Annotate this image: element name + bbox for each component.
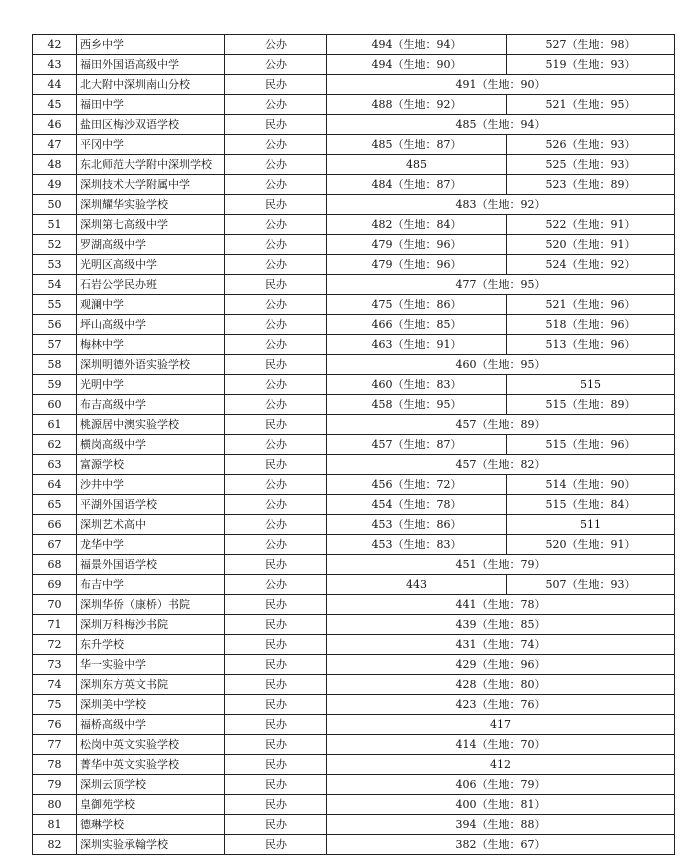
score-cell-a: 456（生地：72）	[327, 475, 507, 495]
table-row	[33, 695, 675, 715]
row-number-cell: 82	[33, 835, 77, 855]
score-cell-b: 525（生地：93）	[507, 155, 675, 175]
school-name-cell: 福田外国语高级中学	[77, 55, 225, 75]
row-number-cell: 81	[33, 815, 77, 835]
table-row	[33, 495, 675, 515]
score-cell-a: 479（生地：96）	[327, 255, 507, 275]
table-row	[33, 35, 675, 55]
row-number-cell: 50	[33, 195, 77, 215]
row-number-cell: 57	[33, 335, 77, 355]
table-row	[33, 295, 675, 315]
school-name-cell: 盐田区梅沙双语学校	[77, 115, 225, 135]
score-cell-b: 523（生地：89）	[507, 175, 675, 195]
row-number-cell: 75	[33, 695, 77, 715]
score-cell-b: 524（生地：92）	[507, 255, 675, 275]
school-type-cell: 民办	[225, 755, 327, 775]
school-name-cell: 德琳学校	[77, 815, 225, 835]
table-body	[33, 35, 675, 855]
school-type-cell: 公办	[225, 495, 327, 515]
score-cell-a: 479（生地：96）	[327, 235, 507, 255]
row-number-cell: 76	[33, 715, 77, 735]
row-number-cell: 64	[33, 475, 77, 495]
school-type-cell: 民办	[225, 355, 327, 375]
score-table-page	[32, 34, 674, 855]
score-cell-b: 522（生地：91）	[507, 215, 675, 235]
school-type-cell: 公办	[225, 535, 327, 555]
merged-score-cell: 428（生地：80）	[327, 675, 675, 695]
score-cell-a: 485	[327, 155, 507, 175]
row-number-cell: 58	[33, 355, 77, 375]
school-name-cell: 松岗中英文实验学校	[77, 735, 225, 755]
school-name-cell: 富源学校	[77, 455, 225, 475]
school-name-cell: 平冈中学	[77, 135, 225, 155]
row-number-cell: 71	[33, 615, 77, 635]
row-number-cell: 74	[33, 675, 77, 695]
school-name-cell: 深圳技术大学附属中学	[77, 175, 225, 195]
school-type-cell: 公办	[225, 295, 327, 315]
row-number-cell: 55	[33, 295, 77, 315]
row-number-cell: 59	[33, 375, 77, 395]
merged-score-cell: 412	[327, 755, 675, 775]
row-number-cell: 42	[33, 35, 77, 55]
merged-score-cell: 406（生地：79）	[327, 775, 675, 795]
merged-score-cell: 457（生地：89）	[327, 415, 675, 435]
table-row	[33, 795, 675, 815]
score-cell-b: 520（生地：91）	[507, 535, 675, 555]
table-row	[33, 755, 675, 775]
table-row	[33, 715, 675, 735]
school-type-cell: 公办	[225, 235, 327, 255]
school-name-cell: 福景外国语学校	[77, 555, 225, 575]
table-row	[33, 775, 675, 795]
score-cell-a: 475（生地：86）	[327, 295, 507, 315]
admission-score-table	[32, 34, 675, 855]
table-row	[33, 435, 675, 455]
school-type-cell: 民办	[225, 695, 327, 715]
school-name-cell: 桃源居中澳实验学校	[77, 415, 225, 435]
row-number-cell: 78	[33, 755, 77, 775]
score-cell-b: 519（生地：93）	[507, 55, 675, 75]
school-name-cell: 西乡中学	[77, 35, 225, 55]
merged-score-cell: 414（生地：70）	[327, 735, 675, 755]
table-row	[33, 135, 675, 155]
table-row	[33, 195, 675, 215]
table-row	[33, 215, 675, 235]
school-name-cell: 深圳美中学校	[77, 695, 225, 715]
table-row	[33, 555, 675, 575]
table-row	[33, 315, 675, 335]
score-cell-b: 520（生地：91）	[507, 235, 675, 255]
school-type-cell: 民办	[225, 675, 327, 695]
score-cell-b: 515（生地：84）	[507, 495, 675, 515]
score-cell-b: 511	[507, 515, 675, 535]
school-type-cell: 公办	[225, 155, 327, 175]
score-cell-b: 527（生地：98）	[507, 35, 675, 55]
score-cell-b: 514（生地：90）	[507, 475, 675, 495]
school-type-cell: 民办	[225, 795, 327, 815]
school-name-cell: 梅林中学	[77, 335, 225, 355]
school-name-cell: 光明中学	[77, 375, 225, 395]
table-row	[33, 375, 675, 395]
school-type-cell: 公办	[225, 515, 327, 535]
score-cell-a: 453（生地：83）	[327, 535, 507, 555]
school-type-cell: 公办	[225, 175, 327, 195]
row-number-cell: 77	[33, 735, 77, 755]
school-name-cell: 福桥高级中学	[77, 715, 225, 735]
school-type-cell: 民办	[225, 555, 327, 575]
row-number-cell: 52	[33, 235, 77, 255]
school-type-cell: 公办	[225, 315, 327, 335]
table-row	[33, 95, 675, 115]
school-name-cell: 布吉中学	[77, 575, 225, 595]
school-name-cell: 平湖外国语学校	[77, 495, 225, 515]
score-cell-a: 485（生地：87）	[327, 135, 507, 155]
merged-score-cell: 485（生地：94）	[327, 115, 675, 135]
row-number-cell: 54	[33, 275, 77, 295]
school-name-cell: 观澜中学	[77, 295, 225, 315]
school-name-cell: 横岗高级中学	[77, 435, 225, 455]
school-type-cell: 公办	[225, 335, 327, 355]
school-name-cell: 深圳耀华实验学校	[77, 195, 225, 215]
score-cell-a: 484（生地：87）	[327, 175, 507, 195]
score-cell-a: 453（生地：86）	[327, 515, 507, 535]
table-row	[33, 675, 675, 695]
merged-score-cell: 423（生地：76）	[327, 695, 675, 715]
merged-score-cell: 431（生地：74）	[327, 635, 675, 655]
school-type-cell: 公办	[225, 135, 327, 155]
row-number-cell: 60	[33, 395, 77, 415]
school-type-cell: 民办	[225, 835, 327, 855]
school-name-cell: 北大附中深圳南山分校	[77, 75, 225, 95]
row-number-cell: 47	[33, 135, 77, 155]
score-cell-a: 494（生地：94）	[327, 35, 507, 55]
score-cell-a: 454（生地：78）	[327, 495, 507, 515]
score-cell-a: 463（生地：91）	[327, 335, 507, 355]
school-name-cell: 罗湖高级中学	[77, 235, 225, 255]
score-cell-a: 460（生地：83）	[327, 375, 507, 395]
merged-score-cell: 491（生地：90）	[327, 75, 675, 95]
table-row	[33, 835, 675, 855]
school-type-cell: 民办	[225, 415, 327, 435]
school-type-cell: 民办	[225, 655, 327, 675]
row-number-cell: 79	[33, 775, 77, 795]
table-row	[33, 415, 675, 435]
row-number-cell: 53	[33, 255, 77, 275]
school-name-cell: 石岩公学民办班	[77, 275, 225, 295]
row-number-cell: 65	[33, 495, 77, 515]
merged-score-cell: 439（生地：85）	[327, 615, 675, 635]
school-type-cell: 民办	[225, 715, 327, 735]
table-row	[33, 575, 675, 595]
score-cell-a: 488（生地：92）	[327, 95, 507, 115]
school-type-cell: 民办	[225, 195, 327, 215]
merged-score-cell: 457（生地：82）	[327, 455, 675, 475]
row-number-cell: 80	[33, 795, 77, 815]
score-cell-a: 443	[327, 575, 507, 595]
table-row	[33, 535, 675, 555]
table-row	[33, 355, 675, 375]
score-cell-a: 466（生地：85）	[327, 315, 507, 335]
row-number-cell: 73	[33, 655, 77, 675]
school-type-cell: 公办	[225, 575, 327, 595]
school-type-cell: 公办	[225, 435, 327, 455]
score-cell-a: 482（生地：84）	[327, 215, 507, 235]
merged-score-cell: 429（生地：96）	[327, 655, 675, 675]
merged-score-cell: 441（生地：78）	[327, 595, 675, 615]
merged-score-cell: 451（生地：79）	[327, 555, 675, 575]
school-name-cell: 光明区高级中学	[77, 255, 225, 275]
table-row	[33, 75, 675, 95]
table-row	[33, 155, 675, 175]
school-name-cell: 深圳第七高级中学	[77, 215, 225, 235]
row-number-cell: 66	[33, 515, 77, 535]
table-row	[33, 455, 675, 475]
row-number-cell: 49	[33, 175, 77, 195]
school-type-cell: 民办	[225, 275, 327, 295]
school-name-cell: 深圳云顶学校	[77, 775, 225, 795]
merged-score-cell: 460（生地：95）	[327, 355, 675, 375]
table-row	[33, 275, 675, 295]
school-name-cell: 深圳东方英文书院	[77, 675, 225, 695]
school-name-cell: 华一实验中学	[77, 655, 225, 675]
school-type-cell: 民办	[225, 75, 327, 95]
table-row	[33, 615, 675, 635]
school-type-cell: 民办	[225, 115, 327, 135]
school-name-cell: 布吉高级中学	[77, 395, 225, 415]
school-type-cell: 公办	[225, 95, 327, 115]
merged-score-cell: 477（生地：95）	[327, 275, 675, 295]
school-type-cell: 公办	[225, 55, 327, 75]
school-name-cell: 深圳万科梅沙书院	[77, 615, 225, 635]
row-number-cell: 56	[33, 315, 77, 335]
school-type-cell: 民办	[225, 615, 327, 635]
score-cell-b: 507（生地：93）	[507, 575, 675, 595]
school-type-cell: 民办	[225, 455, 327, 475]
school-name-cell: 龙华中学	[77, 535, 225, 555]
row-number-cell: 48	[33, 155, 77, 175]
merged-score-cell: 382（生地：67）	[327, 835, 675, 855]
school-name-cell: 菁华中英文实验学校	[77, 755, 225, 775]
row-number-cell: 51	[33, 215, 77, 235]
school-type-cell: 民办	[225, 775, 327, 795]
score-cell-a: 494（生地：90）	[327, 55, 507, 75]
score-cell-a: 458（生地：95）	[327, 395, 507, 415]
school-name-cell: 深圳明德外语实验学校	[77, 355, 225, 375]
row-number-cell: 67	[33, 535, 77, 555]
school-type-cell: 公办	[225, 215, 327, 235]
table-row	[33, 395, 675, 415]
table-row	[33, 55, 675, 75]
merged-score-cell: 400（生地：81）	[327, 795, 675, 815]
row-number-cell: 63	[33, 455, 77, 475]
table-row	[33, 595, 675, 615]
row-number-cell: 45	[33, 95, 77, 115]
school-type-cell: 公办	[225, 475, 327, 495]
table-row	[33, 475, 675, 495]
score-cell-b: 521（生地：96）	[507, 295, 675, 315]
row-number-cell: 68	[33, 555, 77, 575]
score-cell-b: 515（生地：96）	[507, 435, 675, 455]
row-number-cell: 69	[33, 575, 77, 595]
school-name-cell: 坪山高级中学	[77, 315, 225, 335]
row-number-cell: 70	[33, 595, 77, 615]
table-row	[33, 655, 675, 675]
school-type-cell: 公办	[225, 255, 327, 275]
school-type-cell: 公办	[225, 375, 327, 395]
table-row	[33, 335, 675, 355]
school-name-cell: 皇御苑学校	[77, 795, 225, 815]
table-row	[33, 635, 675, 655]
table-row	[33, 255, 675, 275]
score-cell-b: 515（生地：89）	[507, 395, 675, 415]
row-number-cell: 44	[33, 75, 77, 95]
row-number-cell: 72	[33, 635, 77, 655]
merged-score-cell: 394（生地：88）	[327, 815, 675, 835]
row-number-cell: 43	[33, 55, 77, 75]
score-cell-b: 513（生地：96）	[507, 335, 675, 355]
merged-score-cell: 417	[327, 715, 675, 735]
table-row	[33, 175, 675, 195]
school-name-cell: 深圳实验承翰学校	[77, 835, 225, 855]
table-row	[33, 115, 675, 135]
school-name-cell: 深圳华侨（康桥）书院	[77, 595, 225, 615]
school-type-cell: 民办	[225, 735, 327, 755]
score-cell-b: 515	[507, 375, 675, 395]
school-type-cell: 公办	[225, 395, 327, 415]
table-row	[33, 735, 675, 755]
row-number-cell: 46	[33, 115, 77, 135]
row-number-cell: 61	[33, 415, 77, 435]
school-type-cell: 民办	[225, 815, 327, 835]
score-cell-b: 521（生地：95）	[507, 95, 675, 115]
school-name-cell: 东北师范大学附中深圳学校	[77, 155, 225, 175]
table-row	[33, 515, 675, 535]
school-type-cell: 民办	[225, 595, 327, 615]
school-name-cell: 东升学校	[77, 635, 225, 655]
table-row	[33, 235, 675, 255]
school-type-cell: 民办	[225, 635, 327, 655]
school-type-cell: 公办	[225, 35, 327, 55]
school-name-cell: 福田中学	[77, 95, 225, 115]
score-cell-b: 518（生地：96）	[507, 315, 675, 335]
merged-score-cell: 483（生地：92）	[327, 195, 675, 215]
table-row	[33, 815, 675, 835]
score-cell-a: 457（生地：87）	[327, 435, 507, 455]
row-number-cell: 62	[33, 435, 77, 455]
school-name-cell: 沙井中学	[77, 475, 225, 495]
score-cell-b: 526（生地：93）	[507, 135, 675, 155]
school-name-cell: 深圳艺术高中	[77, 515, 225, 535]
